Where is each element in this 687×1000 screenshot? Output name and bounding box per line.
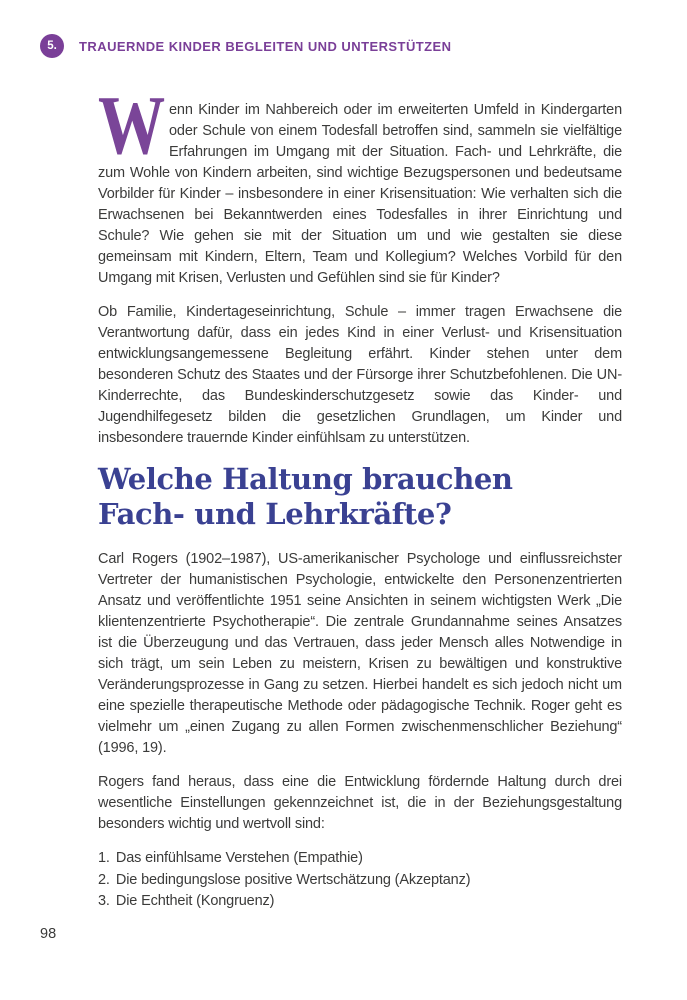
dropcap-letter: W (98, 79, 166, 172)
list-item-number: 2. (98, 871, 110, 888)
page-content (98, 79, 622, 913)
paragraph-three-attitudes: Rogers fand heraus, dass eine die Entwicklung fördernde Haltung durch drei wesentliche Einstellungen gekennzeichnet ist, die in der Beziehungsgestaltung besonders wichtig und wertvoll sind: (98, 774, 622, 832)
list-item-number: 1. (98, 850, 110, 866)
chapter-header (40, 34, 452, 58)
list-item-text: Die bedingungslose positive Wertschätzung (Akzeptanz) (115, 871, 471, 888)
paragraph-intro (98, 79, 622, 289)
paragraph-intro-text: enn Kinder im Nahbereich oder im erweiterten Umfeld in Kindergarten oder Schule von einem Todesfall betroffen sind, sammeln sie vielfältige Erfahrungen im Umgang mit der Situation. Fach- und Lehrkräfte, die zum Wohle von Kindern arbeiten, sind wichtige Bezugspersonen und bedeutsame Vorbilder für Kinder – insbesondere in einer Krisensituation: Wie verhalten sich die Erwachsenen bei Bekanntwerden eines Todesfalles in ihrer Einrichtung und Schule? Wie gehen sie mit der Situation um und wie gestalten sie diese gemeinsam mit Kindern, Eltern, Team und Kollegium? Welches Vorbild für den Umgang mit Krisen, Verlusten und Gefühlen sind sie für Kinder? (98, 102, 622, 286)
list-item (98, 891, 622, 913)
section-heading: Welche Haltung brauchen Fach- und Lehrkräfte? (98, 462, 513, 531)
chapter-number: 5. (47, 40, 57, 52)
list-item-text: Die Echtheit (Kongruenz) (115, 893, 275, 909)
chapter-title: TRAUERNDE KINDER BEGLEITEN UND UNTERSTÜTZEN (79, 38, 452, 54)
paragraph-carl-rogers: Carl Rogers (1902–1987), US-amerikanischer Psychologe und einflussreichster Vertreter der humanistischen Psychologie, entwickelte den Personenzentrierten Ansatz und veröffentlichte 1951 seine Ansichten in seinem wichtigsten Werk „Die klientenzentrierte Psychotherapie“. Die zentrale Grundannahme seines Ansatzes ist die Überzeugung und das Vertrauen, dass jeder Mensch alles Notwendige in sich trägt, um sein Leben zu meistern, Krisen zu bewältigen und konstruktive Veränderungsprozesse in Gang zu setzen. Hierbei handelt es sich jedoch nicht um eine spezielle therapeutische Methode oder pädagogische Technik. Roger geht es vielmehr um „einen Zugang zu allen Formen zwischenmenschlicher Beziehung“ (1996, 19). (98, 551, 622, 756)
numbered-list (98, 848, 622, 913)
list-item (98, 870, 622, 892)
list-item (98, 848, 622, 870)
paragraph-responsibility: Ob Familie, Kindertageseinrichtung, Schule – immer tragen Erwachsene die Verantwortung dafür, dass ein jedes Kind in einer Verlust- und Krisensituation entwicklungsangemessene Begleitung erfährt. Kinder stehen unter dem besonderen Schutz des Staates und der Fürsorge ihrer Schutzbefohlenen. Die UN-Kinderrechte, das Bundeskinderschutzgesetz sowie das Kinder- und Jugendhilfegesetz bilden die gesetzlichen Grundlagen, um Kinder und insbesondere trauernde Kinder einfühlsam zu unterstützen. (98, 304, 622, 446)
list-item-number: 3. (98, 893, 110, 909)
page-number: 98 (40, 926, 57, 942)
list-item-text: Das einfühlsame Verstehen (Empathie) (115, 850, 363, 866)
chapter-number-badge (40, 34, 64, 58)
